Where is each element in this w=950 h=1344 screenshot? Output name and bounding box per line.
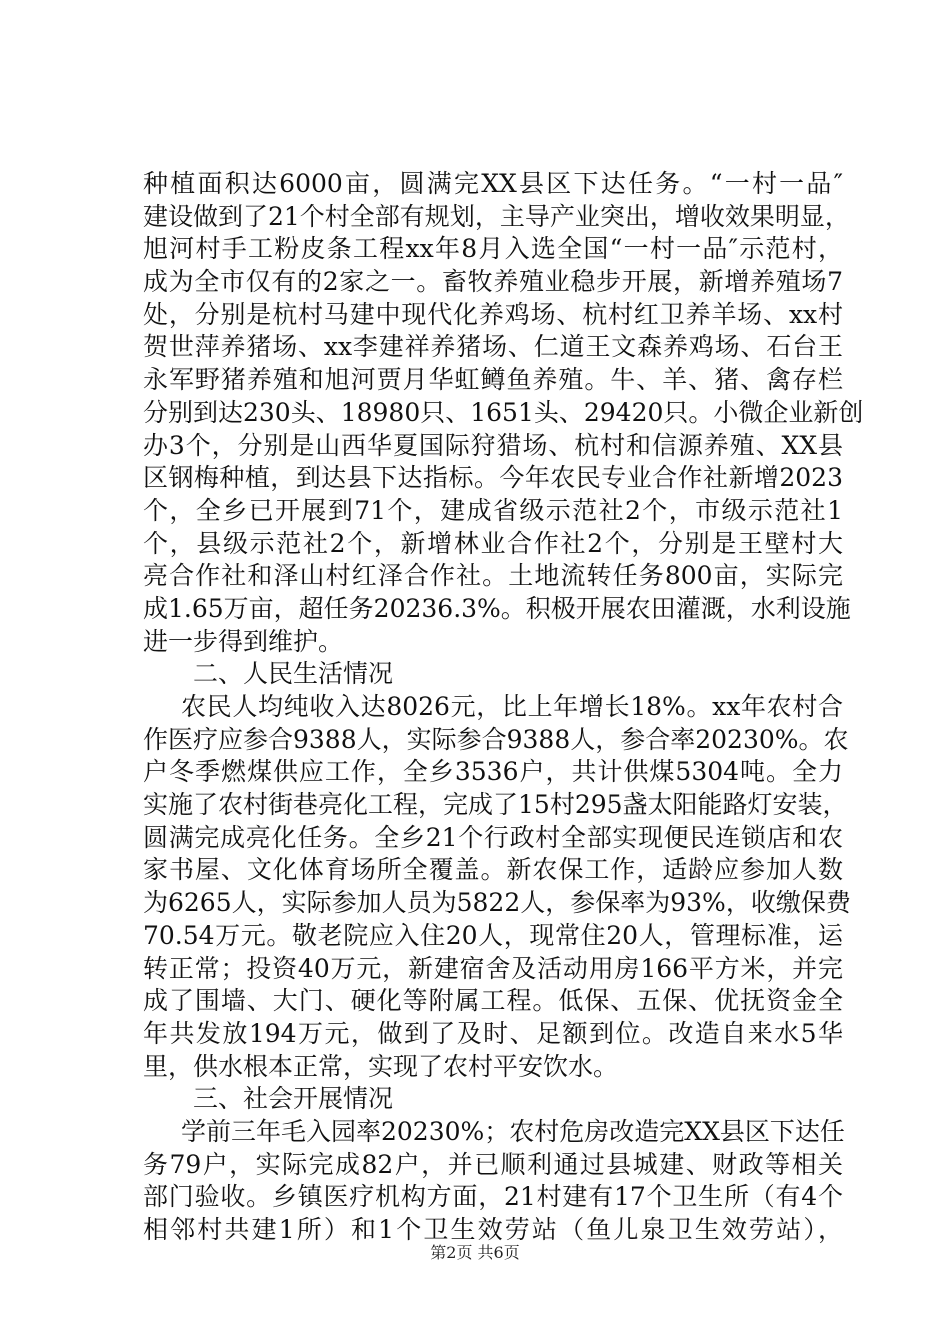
section-heading: 二、人民生活情况 bbox=[193, 659, 394, 689]
text-line: 家书屋、文化体育场所全覆盖。新农保工作，适龄应参加人数 bbox=[143, 855, 843, 885]
text-line: 务79户，实际完成82户，并已顺利通过县城建、财政等相关 bbox=[143, 1149, 843, 1179]
text-line: 成了围墙、大门、硬化等附属工程。低保、五保、优抚资金全 bbox=[143, 986, 843, 1016]
text-line: 部门验收。乡镇医疗机构方面，21村建有17个卫生所（有4个 bbox=[143, 1182, 843, 1212]
text-line: 亮合作社和泽山村红泽合作社。土地流转任务800亩，实际完 bbox=[143, 561, 843, 591]
section-heading: 三、社会开展情况 bbox=[193, 1084, 394, 1114]
text-line: 农民人均纯收入达8026元，比上年增长18%。xx年农村合 bbox=[181, 692, 843, 721]
text-line: 圆满完成亮化任务。全乡21个行政村全部实现便民连锁店和农 bbox=[143, 822, 843, 852]
text-line: 作医疗应参合9388人，实际参合9388人，参合率20230%。农 bbox=[143, 724, 849, 754]
text-line: 学前三年毛入园率20230%；农村危房改造完XX县区下达任 bbox=[181, 1116, 845, 1146]
text-line: 相邻村共建1所）和1个卫生效劳站（鱼儿泉卫生效劳站）， bbox=[143, 1215, 843, 1244]
text-line: 成1.65万亩，超任务20236.3%。积极开展农田灌溉，水利设施 bbox=[143, 593, 851, 623]
text-line: 分别到达230头、18980只、1651头、29420只。小微企业新创 bbox=[143, 397, 864, 427]
document-body bbox=[143, 168, 864, 1247]
text-line: 里，供水根本正常，实现了农村平安饮水。 bbox=[143, 1051, 619, 1081]
text-line: 区钢梅种植，到达县下达指标。今年农民专业合作社新增2023 bbox=[143, 463, 843, 493]
text-line: 年共发放194万元，做到了及时、足额到位。改造自来水5华 bbox=[143, 1018, 843, 1048]
page-footer: 第2页 共6页 bbox=[430, 1243, 520, 1262]
text-line: 转正常；投资40万元，新建宿舍及活动用房166平方米，并完 bbox=[143, 953, 843, 983]
text-line: 进一步得到维护。 bbox=[143, 626, 344, 656]
text-line: 为6265人，实际参加人员为5822人，参保率为93%，收缴保费 bbox=[143, 888, 851, 918]
text-line: 办3个，分别是山西华夏国际狩猎场、杭村和信源养殖、XX县 bbox=[143, 430, 843, 460]
text-line: 户冬季燃煤供应工作，全乡3536户，共计供煤5304吨。全力 bbox=[143, 757, 843, 787]
text-line: 70.54万元。敬老院应入住20人，现常住20人，管理标准，运 bbox=[143, 920, 843, 950]
text-line: 成为全市仅有的2家之一。畜牧养殖业稳步开展，新增养殖场7 bbox=[143, 267, 843, 297]
text-line: 实施了农村街巷亮化工程，完成了15村295盏太阳能路灯安装， bbox=[143, 790, 848, 820]
text-line: 个，县级示范社2个，新增林业合作社2个，分别是王壁村大 bbox=[143, 528, 843, 558]
text-line: 处，分别是杭村马建中现代化养鸡场、杭村红卫养羊场、xx村 bbox=[143, 299, 843, 329]
text-line: 贺世萍养猪场、xx李建祥养猪场、仁道王文森养鸡场、石台王 bbox=[143, 332, 843, 362]
text-line: 永军野猪养殖和旭河贾月华虹鳟鱼养殖。牛、羊、猪、禽存栏 bbox=[143, 365, 843, 395]
text-line: 旭河村手工粉皮条工程xx年8月入选全国“一村一品″示范村， bbox=[143, 234, 843, 264]
text-line: 建设做到了21个村全部有规划，主导产业突出，增收效果明显， bbox=[143, 201, 850, 231]
text-line: 种植面积达6000亩，圆满完XX县区下达任务。“一村一品″ bbox=[143, 169, 843, 198]
text-line: 个，全乡已开展到71个，建成省级示范社2个，市级示范社1 bbox=[143, 495, 843, 525]
